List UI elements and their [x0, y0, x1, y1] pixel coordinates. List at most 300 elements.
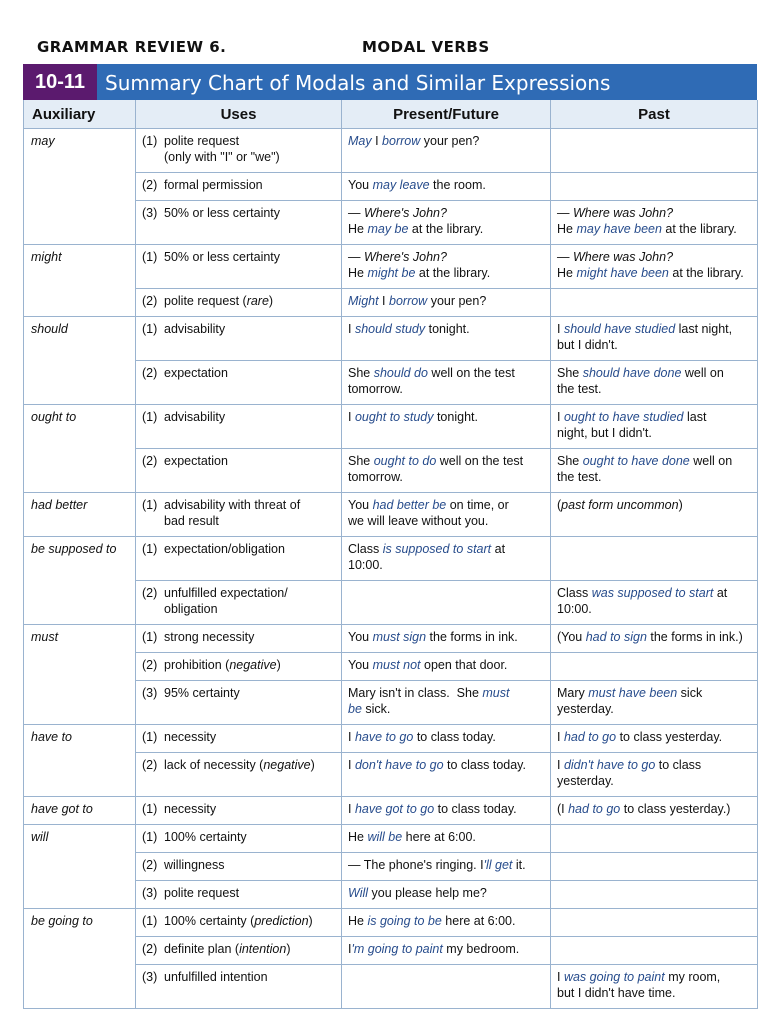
modal-form: should have studied: [563, 322, 676, 336]
text-run: you please help me?: [368, 886, 487, 900]
uses-cell: [136, 725, 342, 753]
present-future-cell: [342, 653, 551, 681]
use-text: [164, 134, 335, 165]
use-text: [164, 830, 335, 846]
modal-form: didn't have to go: [563, 758, 656, 772]
modal-form: borrow: [389, 294, 428, 308]
text-run: She: [348, 454, 374, 468]
uses-cell: [136, 493, 342, 537]
modals-table: [23, 100, 758, 1009]
present-future-cell: [342, 965, 551, 1009]
text-run: I: [557, 730, 564, 744]
uses-cell: [136, 825, 342, 853]
uses-cell: [136, 581, 342, 625]
text-run: I: [378, 294, 389, 308]
auxiliary-cell: must: [24, 625, 136, 725]
text-run: (I: [557, 802, 569, 816]
text-run: I: [557, 322, 564, 336]
modal-form: borrow: [382, 134, 421, 148]
text-run: I: [557, 758, 564, 772]
uses-cell: [136, 289, 342, 317]
text-run: well on the test.: [557, 454, 733, 484]
past-cell: [551, 937, 758, 965]
auxiliary-cell: may: [24, 129, 136, 245]
modal-form: is supposed to start: [382, 542, 492, 556]
past-cell: [551, 825, 758, 853]
past-cell: [551, 173, 758, 201]
text-run: He: [557, 265, 573, 280]
text-run: strong necessity: [164, 630, 255, 644]
table-row: [24, 825, 758, 853]
text-run: unfulfilled intention: [164, 970, 268, 984]
text-run: the room.: [429, 178, 486, 192]
use-number: (1): [142, 498, 158, 512]
table-row: [24, 317, 758, 361]
present-future-cell: [342, 909, 551, 937]
text-run: (You: [557, 630, 586, 644]
past-cell: [551, 965, 758, 1009]
text-run: sick yesterday.: [557, 686, 703, 716]
text-run: polite request (: [164, 294, 247, 308]
past-cell: [551, 625, 758, 653]
past-cell: [551, 681, 758, 725]
text-run: Class: [348, 542, 383, 556]
text-run: I: [557, 410, 564, 424]
past-cell: [551, 317, 758, 361]
text-run: advisability: [164, 410, 226, 424]
use-text: [164, 498, 335, 529]
present-future-cell: [342, 681, 551, 725]
uses-cell: [136, 881, 342, 909]
text-run: last night, but I didn't.: [557, 410, 707, 440]
past-cell: [551, 725, 758, 753]
use-text: [164, 454, 335, 470]
present-future-cell: [342, 937, 551, 965]
text-run: You: [348, 178, 373, 192]
text-run: 100% certainty: [164, 830, 247, 844]
italic-text: prediction: [254, 914, 309, 928]
italic-text: negative: [263, 758, 311, 772]
use-number: (2): [142, 366, 158, 380]
use-text: [164, 366, 335, 382]
text-run: on time, or we will leave without you.: [348, 498, 509, 528]
text-run: I: [348, 322, 355, 336]
modal-form: might be: [367, 265, 416, 280]
past-cell: [551, 129, 758, 173]
modal-form: ought to do: [373, 454, 437, 468]
past-cell: [551, 853, 758, 881]
use-text: [164, 730, 335, 746]
past-cell: [551, 881, 758, 909]
text-run: You: [348, 498, 373, 512]
text-run: She: [348, 366, 374, 380]
modal-form: have got to go: [354, 802, 435, 816]
use-text: [164, 914, 335, 930]
modal-form: don't have to go: [354, 758, 444, 772]
use-text: [164, 658, 335, 674]
text-run: ): [308, 914, 313, 928]
uses-cell: [136, 753, 342, 797]
text-run: (: [557, 498, 562, 512]
text-run: ): [276, 658, 281, 672]
uses-cell: [136, 129, 342, 173]
uses-cell: [136, 317, 342, 361]
text-run: at the library.: [415, 265, 491, 280]
text-run: tonight.: [425, 322, 470, 336]
past-cell: [551, 361, 758, 405]
text-run: — The phone's ringing. I: [348, 858, 484, 872]
use-number: (2): [142, 658, 158, 672]
use-text: [164, 410, 335, 426]
italic-text: — Where was John?: [557, 206, 674, 220]
use-number: (1): [142, 730, 158, 744]
text-run: the forms in ink.): [646, 630, 743, 644]
present-future-cell: [342, 537, 551, 581]
text-run: expectation/obligation: [164, 542, 285, 556]
chart-title: Summary Chart of Modals and Similar Expressions: [105, 71, 611, 95]
text-run: Mary isn't in class. She: [348, 686, 483, 700]
table-row: [24, 797, 758, 825]
present-future-cell: [342, 581, 551, 625]
uses-cell: [136, 173, 342, 201]
use-text: [164, 206, 335, 222]
text-run: at 10:00.: [557, 586, 728, 616]
text-run: advisability with threat of bad result: [164, 498, 301, 528]
use-number: (3): [142, 970, 158, 984]
text-run: at the library.: [408, 221, 484, 236]
text-run: 50% or less certainty: [164, 206, 281, 220]
present-future-cell: [342, 797, 551, 825]
column-header: Auxiliary: [24, 100, 136, 129]
use-number: (1): [142, 134, 158, 148]
table-row: [24, 909, 758, 937]
text-run: your pen?: [427, 294, 487, 308]
text-run: at the library.: [661, 221, 737, 236]
text-run: my room, but I didn't have time.: [557, 970, 721, 1000]
modal-form: may have been: [576, 221, 662, 236]
use-number: (1): [142, 802, 158, 816]
text-run: expectation: [164, 454, 228, 468]
italic-text: negative: [229, 658, 277, 672]
use-text: [164, 322, 335, 338]
present-future-cell: [342, 405, 551, 449]
text-run: I: [348, 942, 352, 956]
text-run: at 10:00.: [348, 542, 506, 572]
use-text: [164, 178, 335, 194]
use-number: (3): [142, 886, 158, 900]
use-number: (2): [142, 294, 158, 308]
uses-cell: [136, 245, 342, 289]
uses-cell: [136, 853, 342, 881]
auxiliary-cell: should: [24, 317, 136, 405]
table-row: [24, 129, 758, 173]
modal-form: may be: [367, 221, 409, 236]
text-run: expectation: [164, 366, 228, 380]
present-future-cell: [342, 129, 551, 173]
modal-form: must have been: [588, 686, 678, 700]
auxiliary-cell: had better: [24, 493, 136, 537]
text-run: formal permission: [164, 178, 263, 192]
uses-cell: [136, 797, 342, 825]
chart-number: 10-11: [23, 64, 97, 100]
text-run: 95% certainty: [164, 686, 240, 700]
present-future-cell: [342, 361, 551, 405]
italic-text: rare: [246, 294, 269, 308]
modal-form: Might: [348, 294, 379, 308]
text-run: open that door.: [420, 658, 508, 672]
present-future-cell: [342, 725, 551, 753]
text-run: the forms in ink.: [426, 630, 518, 644]
modal-form: should do: [373, 366, 428, 380]
use-text: [164, 758, 335, 774]
past-cell: [551, 797, 758, 825]
table-body: [24, 129, 758, 1009]
present-future-cell: [342, 625, 551, 653]
text-run: to class yesterday.: [557, 758, 702, 788]
column-header: Past: [551, 100, 758, 129]
heading-left: GRAMMAR REVIEW 6.: [37, 38, 227, 56]
use-text: [164, 250, 335, 266]
text-run: She: [557, 366, 583, 380]
uses-cell: [136, 965, 342, 1009]
text-run: well on the test tomorrow.: [348, 366, 515, 396]
modal-form: had to go: [563, 730, 617, 744]
use-number: (1): [142, 322, 158, 336]
uses-cell: [136, 405, 342, 449]
text-run: I: [557, 970, 564, 984]
text-run: to class today.: [443, 758, 526, 772]
text-run: He: [348, 221, 364, 236]
text-run: I: [348, 410, 355, 424]
past-cell: [551, 581, 758, 625]
text-run: polite request: [164, 886, 240, 900]
modal-form: may leave: [372, 178, 430, 192]
present-future-cell: [342, 173, 551, 201]
present-future-cell: [342, 289, 551, 317]
text-run: unfulfilled expectation/ obligation: [164, 586, 288, 616]
present-future-cell: [342, 245, 551, 289]
modal-form: should have done: [582, 366, 682, 380]
text-run: here at 6:00.: [441, 914, 516, 928]
uses-cell: [136, 361, 342, 405]
text-run: 100% certainty (: [164, 914, 255, 928]
text-run: sick.: [361, 701, 391, 716]
use-text: [164, 294, 335, 310]
auxiliary-cell: ought to: [24, 405, 136, 493]
modal-form: must sign: [372, 630, 427, 644]
use-number: (2): [142, 942, 158, 956]
past-cell: [551, 653, 758, 681]
uses-cell: [136, 449, 342, 493]
column-header: Uses: [136, 100, 342, 129]
use-number: (2): [142, 454, 158, 468]
use-number: (3): [142, 686, 158, 700]
italic-text: — Where's John?: [348, 250, 447, 264]
use-text: [164, 542, 335, 558]
table-row: [24, 725, 758, 753]
italic-text: intention: [239, 942, 287, 956]
auxiliary-cell: might: [24, 245, 136, 317]
text-run: I: [348, 758, 355, 772]
modal-form: might have been: [576, 265, 669, 280]
present-future-cell: [342, 317, 551, 361]
text-run: ): [310, 758, 315, 772]
use-text: [164, 858, 335, 874]
use-number: (3): [142, 206, 158, 220]
use-text: [164, 802, 335, 818]
present-future-cell: [342, 201, 551, 245]
modal-form: had to go: [568, 802, 621, 816]
modal-form: ought to study: [354, 410, 434, 424]
use-text: [164, 686, 335, 702]
use-number: (1): [142, 410, 158, 424]
column-header: Present/Future: [342, 100, 551, 129]
table-header-row: [24, 100, 758, 129]
text-run: I: [371, 134, 383, 148]
table-row: [24, 493, 758, 537]
auxiliary-cell: will: [24, 825, 136, 909]
uses-cell: [136, 681, 342, 725]
modal-form: have to go: [354, 730, 414, 744]
text-run: to class yesterday.: [616, 730, 723, 744]
modal-form: should study: [354, 322, 426, 336]
text-run: necessity: [164, 730, 217, 744]
modal-form: will be: [367, 830, 403, 844]
text-run: necessity: [164, 802, 217, 816]
modal-form: was going to paint: [563, 970, 665, 984]
present-future-cell: [342, 753, 551, 797]
uses-cell: [136, 653, 342, 681]
past-cell: [551, 449, 758, 493]
text-run: ): [678, 498, 683, 512]
use-number: (2): [142, 586, 158, 600]
past-cell: [551, 289, 758, 317]
past-cell: [551, 201, 758, 245]
past-cell: [551, 537, 758, 581]
use-number: (2): [142, 758, 158, 772]
use-number: (1): [142, 914, 158, 928]
present-future-cell: [342, 881, 551, 909]
text-run: my bedroom.: [442, 942, 520, 956]
text-run: to class today.: [434, 802, 517, 816]
italic-text: past form uncommon: [561, 498, 679, 512]
use-text: [164, 630, 335, 646]
past-cell: [551, 909, 758, 937]
modal-form: had to sign: [585, 630, 647, 644]
text-run: to class yesterday.): [620, 802, 731, 816]
text-run: Mary: [557, 686, 589, 700]
modal-form: 'll get: [483, 858, 513, 872]
italic-text: — Where was John?: [557, 250, 674, 264]
modal-form: Will: [348, 886, 369, 900]
text-run: I: [348, 802, 355, 816]
italic-text: — Where's John?: [348, 206, 447, 220]
text-run: He: [348, 265, 364, 280]
text-run: You: [348, 658, 373, 672]
use-text: [164, 942, 335, 958]
modal-form: must not: [372, 658, 421, 672]
past-cell: [551, 245, 758, 289]
text-run: She: [557, 454, 583, 468]
present-future-cell: [342, 493, 551, 537]
past-cell: [551, 405, 758, 449]
table-row: [24, 245, 758, 289]
auxiliary-cell: be going to: [24, 909, 136, 1009]
text-run: He: [348, 830, 368, 844]
text-run: here at 6:00.: [402, 830, 476, 844]
use-text: [164, 970, 335, 986]
auxiliary-cell: have to: [24, 725, 136, 797]
text-run: He: [557, 221, 573, 236]
text-run: 50% or less certainty: [164, 250, 281, 264]
text-run: ): [286, 942, 291, 956]
modal-form: May: [348, 134, 372, 148]
text-run: willingness: [164, 858, 225, 872]
uses-cell: [136, 909, 342, 937]
modal-form: must be: [348, 686, 510, 716]
modals-table-wrap: [23, 100, 757, 1002]
page-heading: [0, 38, 768, 58]
text-run: it.: [512, 858, 526, 872]
chart-banner: [23, 64, 757, 100]
uses-cell: [136, 537, 342, 581]
modal-form: ought to have studied: [563, 410, 684, 424]
modal-form: 'm going to paint: [351, 942, 443, 956]
table-row: [24, 625, 758, 653]
text-run: ): [268, 294, 274, 308]
uses-cell: [136, 625, 342, 653]
use-text: [164, 586, 335, 617]
modal-form: had better be: [372, 498, 447, 512]
text-run: prohibition (: [164, 658, 230, 672]
text-run: at the library.: [668, 265, 744, 280]
text-run: You: [348, 630, 373, 644]
text-run: tonight.: [433, 410, 478, 424]
use-number: (1): [142, 250, 158, 264]
past-cell: [551, 493, 758, 537]
text-run: advisability: [164, 322, 226, 336]
uses-cell: [136, 201, 342, 245]
text-run: last night, but I didn't.: [557, 322, 733, 352]
use-number: (2): [142, 858, 158, 872]
use-number: (1): [142, 542, 158, 556]
text-run: well on the test.: [557, 366, 724, 396]
uses-cell: [136, 937, 342, 965]
present-future-cell: [342, 825, 551, 853]
modal-form: was supposed to start: [591, 586, 714, 600]
text-run: Class: [557, 586, 592, 600]
text-run: I: [348, 730, 355, 744]
present-future-cell: [342, 853, 551, 881]
table-row: [24, 405, 758, 449]
text-run: well on the test tomorrow.: [348, 454, 524, 484]
auxiliary-cell: have got to: [24, 797, 136, 825]
text-run: polite request (only with "I" or "we"): [164, 134, 280, 164]
use-number: (2): [142, 178, 158, 192]
use-text: [164, 886, 335, 902]
text-run: to class today.: [413, 730, 496, 744]
modal-form: is going to be: [367, 914, 442, 928]
present-future-cell: [342, 449, 551, 493]
modal-form: ought to have done: [582, 454, 690, 468]
text-run: lack of necessity (: [164, 758, 264, 772]
table-row: [24, 537, 758, 581]
text-run: definite plan (: [164, 942, 240, 956]
past-cell: [551, 753, 758, 797]
text-run: He: [348, 914, 368, 928]
use-number: (1): [142, 830, 158, 844]
use-number: (1): [142, 630, 158, 644]
